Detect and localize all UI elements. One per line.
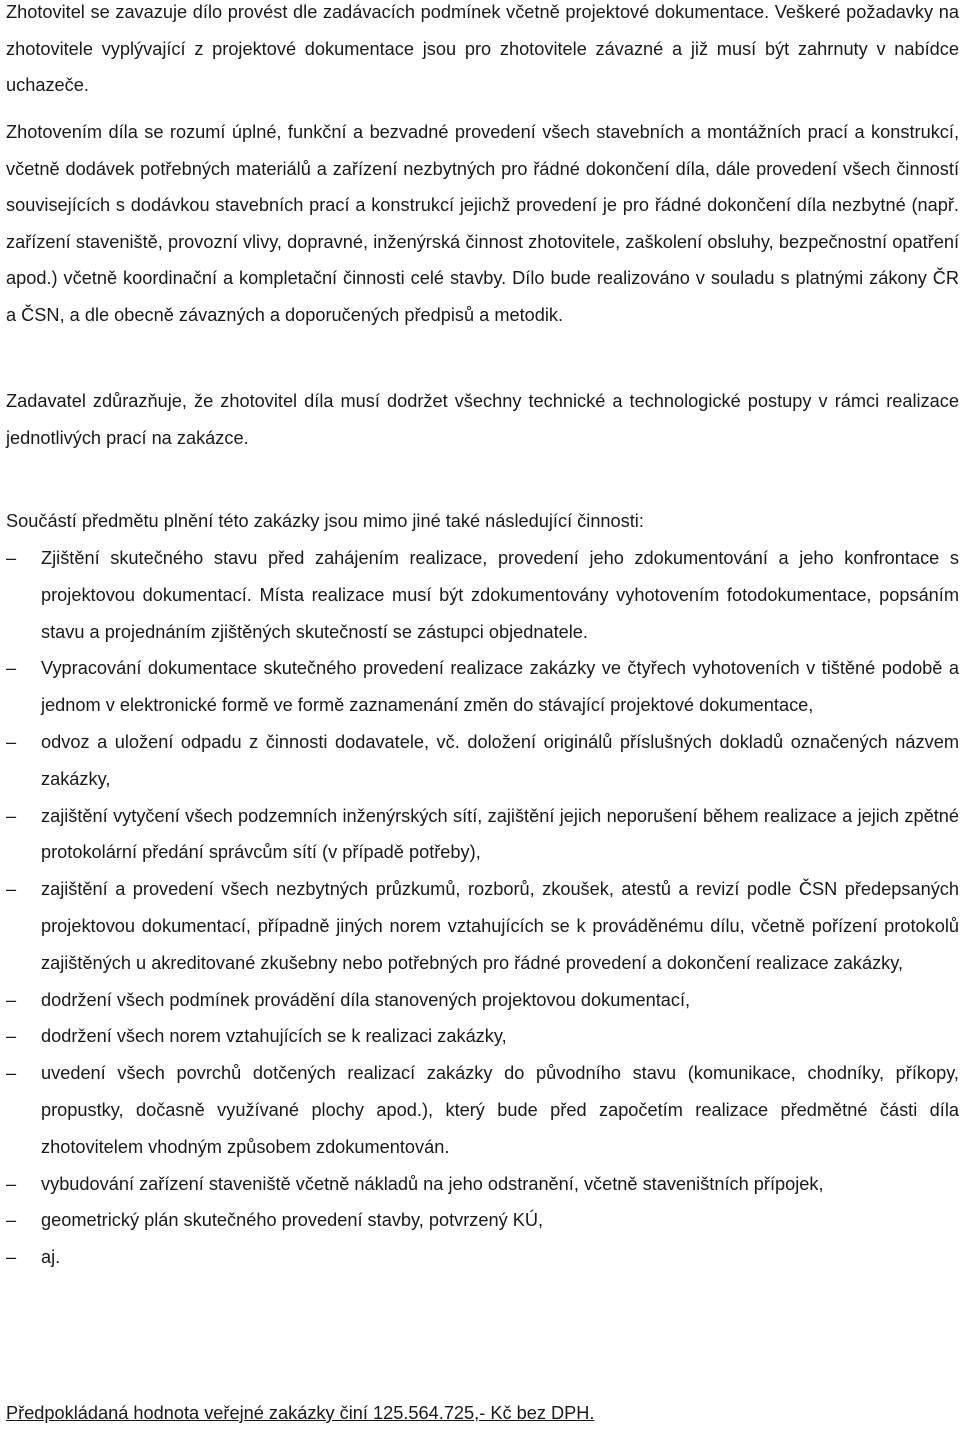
scope-activity-list <box>6 540 959 1276</box>
list-item-text: zajištění vytyčení všech podzemních inženýrských sítí, zajištění jejich neporušení během realizace a jejich zpětné protokolární předání správcům sítí (v případě potřeby), <box>41 805 959 863</box>
dash-bullet-icon: – <box>6 731 17 752</box>
estimated-value-statement: Předpokládaná hodnota veřejné zakázky činí 125.564.725,- Kč bez DPH. <box>6 1403 595 1423</box>
list-item <box>6 1239 959 1276</box>
paragraph-scope-intro: Součástí předmětu plnění této zakázky jsou mimo jiné také následující činnosti: <box>6 511 644 531</box>
list-item <box>6 1018 959 1055</box>
list-item <box>6 798 959 872</box>
list-item-text: uvedení všech povrchů dotčených realizací zakázky do původního stavu (komunikace, chodníky, příkopy, propustky, dočasně využívané plochy apod.), který bude před započetím realizace předmětné části díla zhotovitelem vhodným způsobem zdokumentován. <box>41 1063 959 1157</box>
paragraph-work-definition: Zhotovením díla se rozumí úplné, funkční a bezvadné provedení všech stavebních a montážních prací a konstrukcí, včetně dodávek potřebných materiálů a zařízení nezbytných pro řádné dokončení díla, dále provedení všech činností souvisejících s dodávkou stavebních prací a konstrukcí jejichž provedení je pro řádné dokončení díla nezbytné (např. zařízení staveniště, provozní vlivy, dopravné, inženýrská činnost zhotovitele, zaškolení obsluhy, bezpečnostní opatření apod.) včetně koordinační a kompletační činnosti celé stavby. Dílo bude realizováno v souladu s platnými zákony ČR a ČSN, a dle obecně závazných a doporučených předpisů a metodik. <box>6 122 959 325</box>
list-item <box>6 540 959 650</box>
list-item-text: dodržení všech norem vztahujících se k realizaci zakázky, <box>41 1026 507 1047</box>
list-item-text: vybudování zařízení staveniště včetně nákladů na jeho odstranění, včetně staveništních přípojek, <box>41 1173 824 1194</box>
list-item <box>6 1166 959 1203</box>
list-item <box>6 871 959 981</box>
list-item-text: odvoz a uložení odpadu z činnosti dodavatele, vč. doložení originálů příslušných dokladů označených názvem zakázky, <box>41 731 959 789</box>
dash-bullet-icon: – <box>6 989 17 1010</box>
paragraph-technical-procedures: Zadavatel zdůrazňuje, že zhotovitel díla musí dodržet všechny technické a technologické postupy v rámci realizace jednotlivých prací na zakázce. <box>6 391 959 448</box>
list-item-text: zajištění a provedení všech nezbytných průzkumů, rozborů, zkoušek, atestů a revizí podle ČSN předepsaných projektovou dokumentací, případně jiných norem vztahujících se k prováděnému dílu, včetně pořízení protokolů zajištěných u akreditované zkušebny nebo potřebných pro řádné provedení a dokončení realizace zakázky, <box>41 879 959 973</box>
list-item-text: Vypracování dokumentace skutečného provedení realizace zakázky ve čtyřech vyhotoveních v tištěné podobě a jednom v elektronické formě ve formě zaznamenání změn do stávající projektové dokumentace, <box>41 658 959 716</box>
list-item <box>6 1202 959 1239</box>
list-item <box>6 650 959 724</box>
dash-bullet-icon: – <box>6 1210 17 1231</box>
dash-bullet-icon: – <box>6 1173 17 1194</box>
dash-bullet-icon: – <box>6 805 17 826</box>
dash-bullet-icon: – <box>6 548 17 568</box>
list-item-text: aj. <box>41 1247 61 1268</box>
list-item-text: dodržení všech podmínek provádění díla stanovených projektovou dokumentací, <box>41 989 691 1010</box>
dash-bullet-icon: – <box>6 658 17 679</box>
list-item <box>6 1055 959 1165</box>
list-item <box>6 724 959 798</box>
dash-bullet-icon: – <box>6 879 17 900</box>
list-item <box>6 982 959 1019</box>
dash-bullet-icon: – <box>6 1026 17 1047</box>
list-item-text: Zjištění skutečného stavu před zahájením realizace, provedení jeho zdokumentování a jeho konfrontace s projektovou dokumentací. Místa realizace musí být zdokumentovány vyhotovením fotodokumentace, popsáním stavu a projednáním zjištěných skutečností se zástupci objednatele. <box>41 548 959 642</box>
paragraph-contractor-obligation: Zhotovitel se zavazuje dílo provést dle zadávacích podmínek včetně projektové dokumentace. Veškeré požadavky na zhotovitele vyplývající z projektové dokumentace jsou pro zhotovitele závazné a již musí být zahrnuty v nabídce uchazeče. <box>6 2 959 95</box>
dash-bullet-icon: – <box>6 1247 17 1268</box>
list-item-text: geometrický plán skutečného provedení stavby, potvrzený KÚ, <box>41 1210 544 1231</box>
dash-bullet-icon: – <box>6 1063 17 1084</box>
